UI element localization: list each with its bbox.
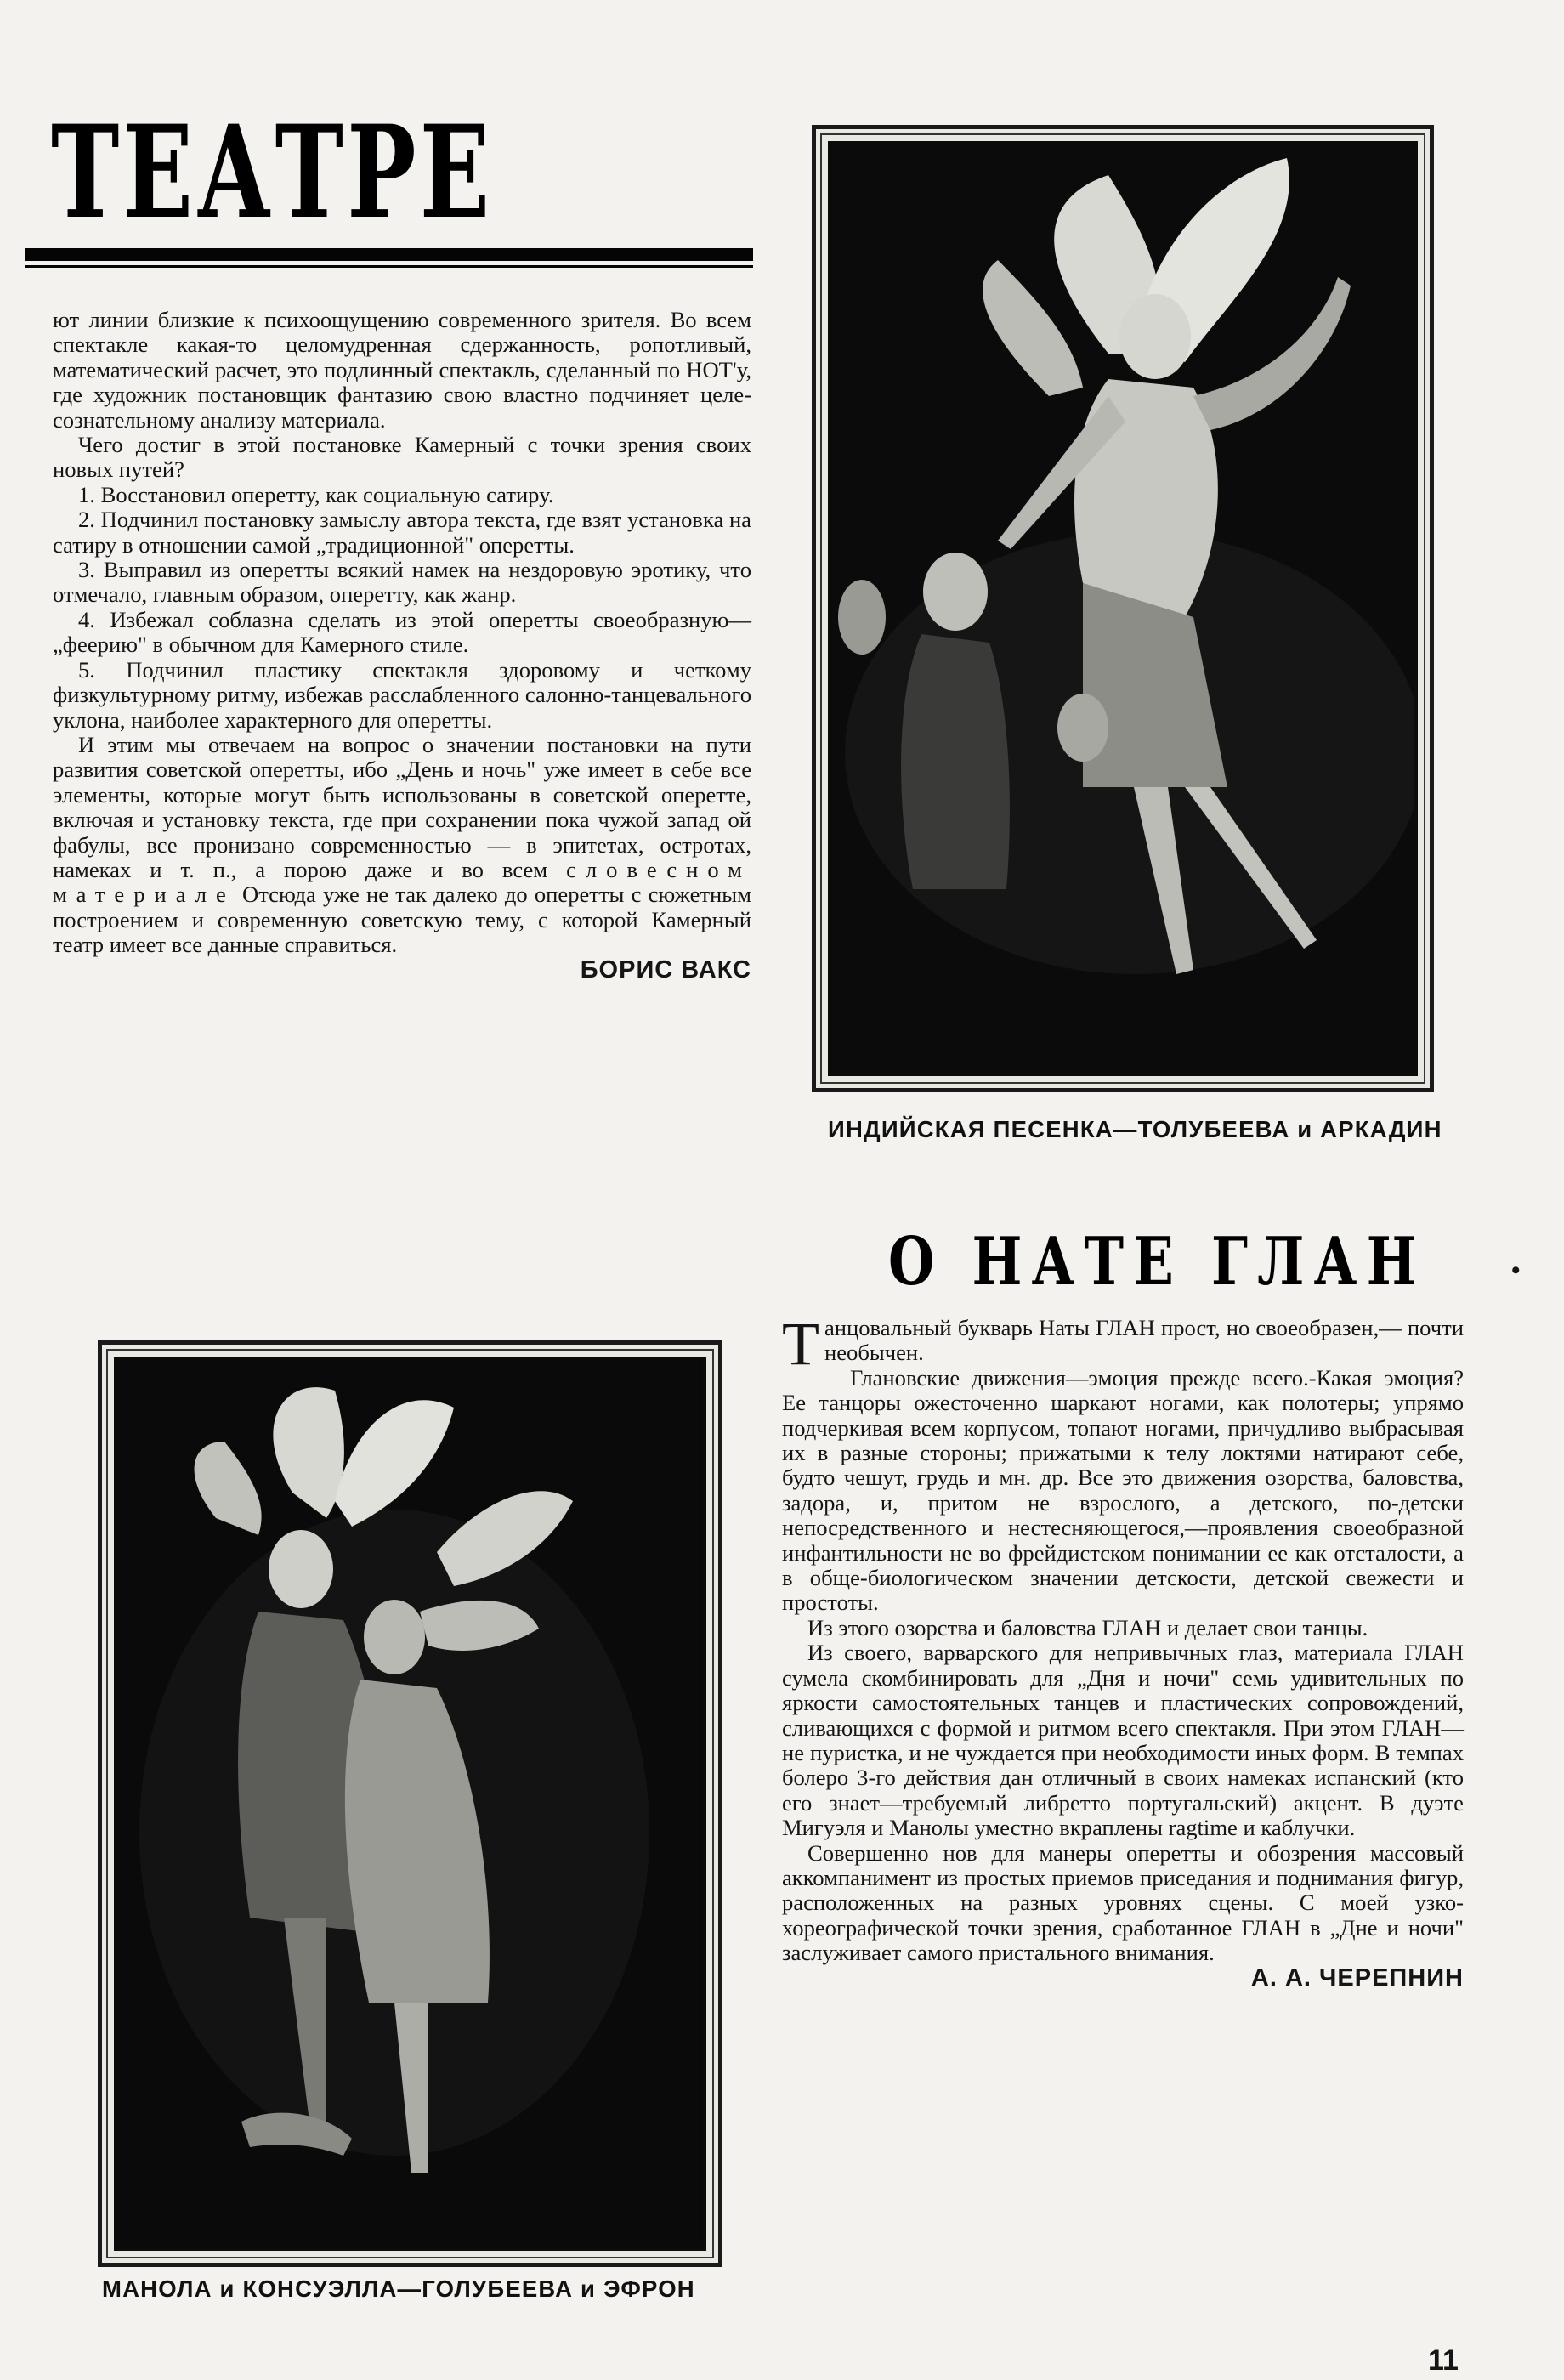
paragraph [53,733,751,958]
signature-row [53,955,751,983]
left-column-article [53,308,751,983]
paragraph: Чего достиг в этой постановке Камерный с точки зрения своих новых путей? [53,432,751,483]
photo-indian-song [812,125,1434,1092]
article-title: О НАТЕ ГЛАН [888,1223,1426,1300]
paragraph: Совершенно нов для манеры оперетты и обозрения массовый аккомпанимент из простых приемов приседания и поднимания фигур, расположенных на разных уровнях сцены. С моей узко-хореографической точки зрения, сработанное ГЛАН в „Дне и ночи" заслуживает самого пристального внимания. [782,1839,1464,1966]
author-signature: БОРИС ВАКС [580,955,751,983]
drop-cap: Т [782,1310,819,1378]
photo-caption: ИНДИЙСКАЯ ПЕСЕНКА—ТОЛУБЕЕВА и АРКАДИН [828,1116,1442,1142]
paragraph: Из этого озорства и баловства ГЛАН и делает свои танцы. [808,1614,1368,1640]
photo-manola-consuella [98,1340,722,2267]
photo-image [828,141,1418,1076]
paragraph: Глановские движения—эмоция прежде всего.-Какая эмоция? Ее танцоры ожесточенно шаркают ногами, как полотеры; упрямо подчеркивая всем корпусом, топают ногами, причудливо выбрасывая их в разные стороны; прижатыми к телу локтями натирают себе, будто чешут, грудь и мн. др. Все это движения озорства, баловства, задора, и, притом не взрослого, а детского, по-детски непосредственного и нестесняющегося,—проявления своеобразной инфантильности не во фрейдистском понимании ее как отсталости, а в обще-биологическом значении детскости, детской свежести и простоты. [782,1364,1464,1616]
photo-illustration [828,141,1414,1073]
section-masthead-title: ТЕАТРЕ [51,98,494,247]
photo-image [114,1357,706,2251]
margin-mark: • [1511,1256,1521,1284]
photo-illustration [114,1357,703,2247]
page-number: 11 [1428,2344,1459,2377]
list-item: 1. Восстановил оперетту, как социальную сатиру. [78,481,554,507]
signature-row [782,1966,1464,1991]
paragraph: ют линии близкие к психоощущению современного зрителя. Во всем спектакле какая-то целомудренная сдержанность, ропотливый, математический расчет, это подлинный спектакль, сделанный по НОТ'у, где художник постановщик фантазию свою властно подчиняет целе-сознательному анализу материала. [53,307,751,433]
photo-caption: МАНОЛА и КОНСУЭЛЛА—ГОЛУБЕЕВА и ЭФРОН [102,2275,695,2302]
paragraph: Из своего, варварского для непривычных глаз, материала ГЛАН сумела скомбинировать для „Дня и ночи" семь удивительных по яркости самостоятельных танцев и пластических сопровождений, сливающихся с формой и ритмом всего спектакля. При этом ГЛАН—не пуристка, и не чуждается при необходимости иных форм. В темпах болеро 3-го действия дан отличный в своих намеках испанский (кто его знает—требуемый либретто португальский) акцент. В дуэте Мигуэля и Манолы уместно вкраплены ragtime и каблучки. [782,1640,1464,1841]
list-item: 5. Подчинил пластику спектакля здоровому и четкому физкультурному ритму, избежав расслабленного салонно-танцевального уклона, наиболее характерного для оперетты. [53,656,751,733]
spaced-text: словесном материале [53,856,751,908]
text-run: анцовальный букварь Наты ГЛАН прост, но своеобразен,— почти необычен. [824,1315,1464,1366]
paragraph [782,1310,1464,1378]
list-item: 4. Избежал соблазна сделать из этой оперетты своеобразную—„феерию" в обычном для Камерного стиле. [53,606,751,658]
right-column-article [782,1310,1464,1992]
author-signature: А. А. ЧЕРЕПНИН [1250,1964,1464,1992]
text-run: И этим мы отвечаем на вопрос о значении постановки на пути развития советской оперетты, ибо „День и ночь" уже имеет в себе все элементы, которые могут быть использованы в советской оперетте, включая и установку текста, где при сохранении пока чужой запад ой фабулы, все пронизано современностью — в эпитетах, остротах, намеках и т. п., а порою даже и во всем [53,731,751,882]
masthead-rule-thin [26,265,753,268]
masthead-rule [26,248,753,261]
list-item: 2. Подчинил постановку замыслу автора текста, где взят установка на сатиру в отношении самой „традиционной" оперетты. [53,507,751,558]
text-run: Отсюда уже не так далеко до оперетты с сюжетным построением и современную советскую тему, с которой Камерный театр имеет все данные справиться. [53,881,751,958]
list-item: 3. Выправил из оперетты всякий намек на нездоровую эротику, что отмечало, главным образом, оперетту, как жанр. [53,557,751,608]
